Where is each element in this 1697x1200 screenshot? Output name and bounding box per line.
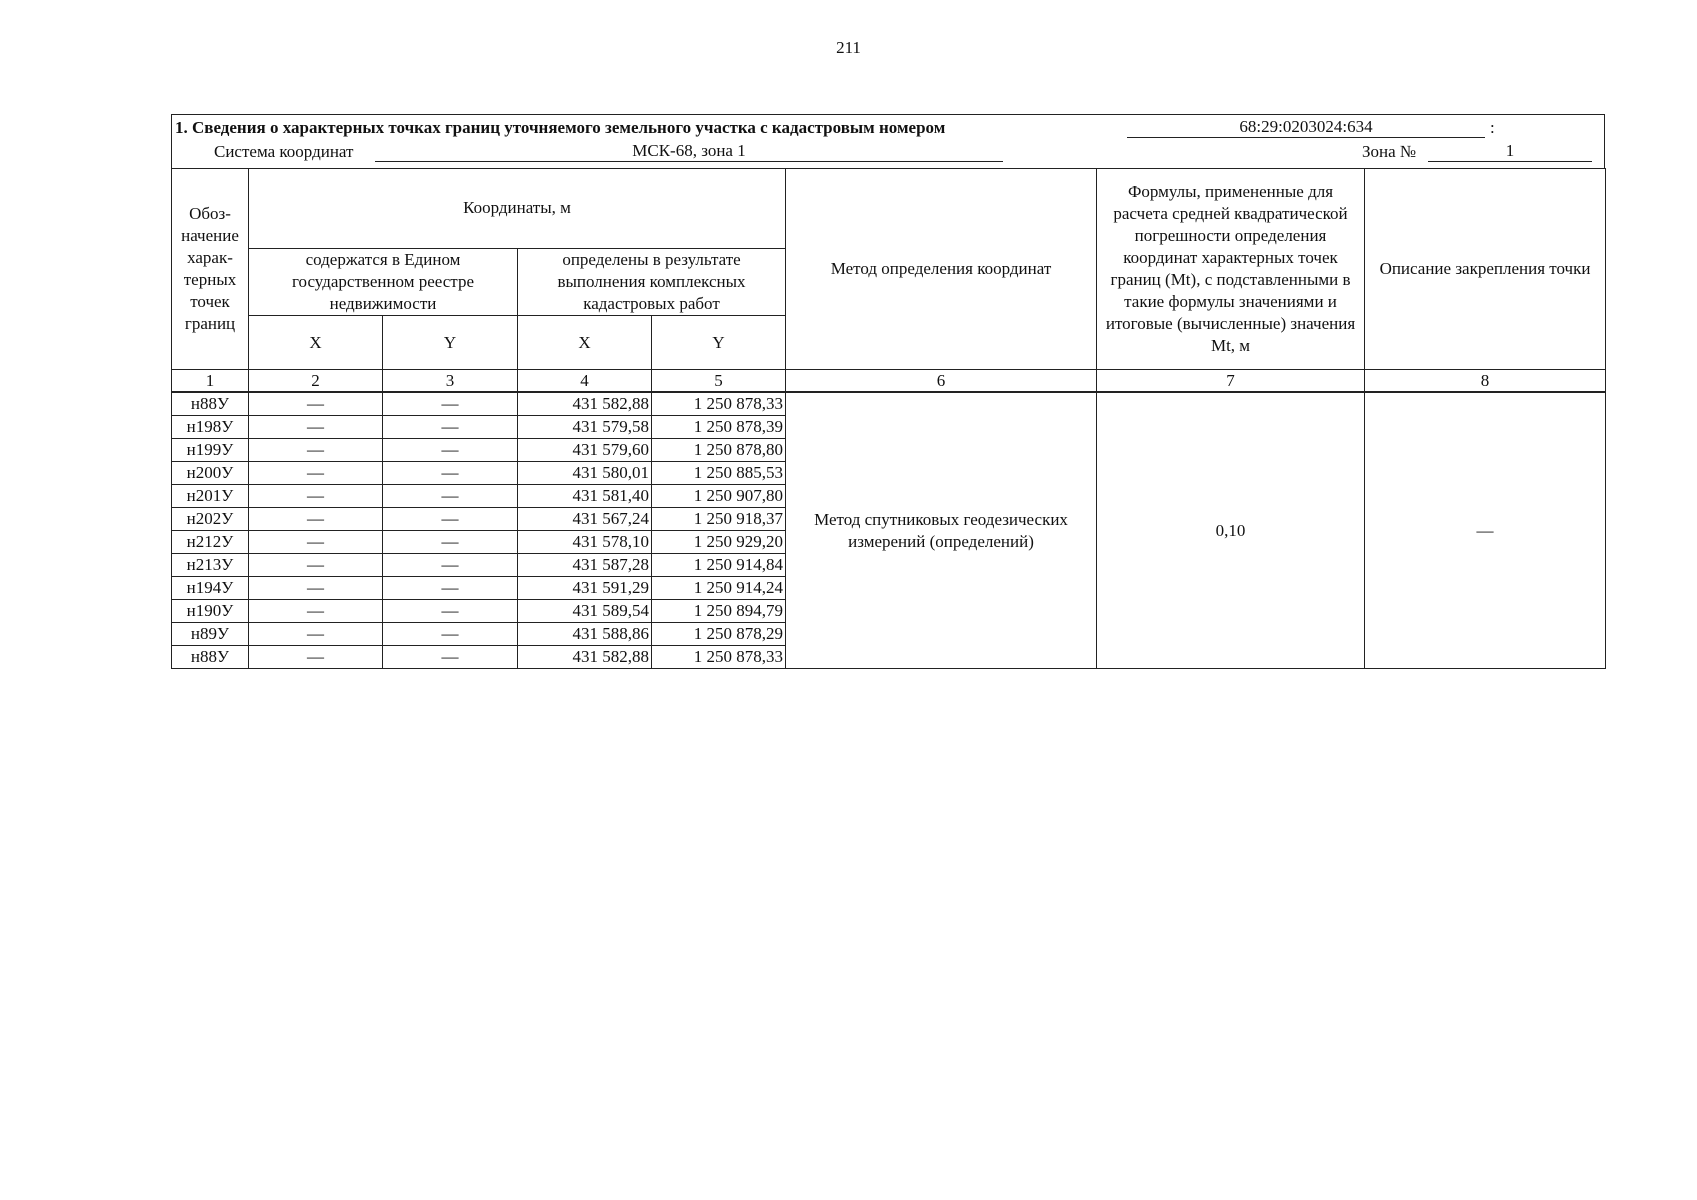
point-designation-cell: н200У <box>172 462 249 485</box>
coord-x-cell: 431 579,60 <box>518 439 652 462</box>
egrn-y-cell: — <box>383 646 518 669</box>
header-method: Метод определения координат <box>786 169 1097 370</box>
point-designation-cell: н202У <box>172 508 249 531</box>
egrn-x-cell: — <box>249 416 383 439</box>
egrn-x-cell: — <box>249 485 383 508</box>
egrn-y-cell: — <box>383 623 518 646</box>
header-x-determined: X <box>518 316 652 370</box>
egrn-x-cell: — <box>249 531 383 554</box>
coord-system-value: МСК-68, зона 1 <box>375 141 1003 162</box>
column-number-7: 7 <box>1097 370 1365 393</box>
method-cell: Метод спутниковых геодезических измерений (определений) <box>786 392 1097 669</box>
section-header <box>171 114 1605 168</box>
egrn-x-cell: — <box>249 623 383 646</box>
coord-y-cell: 1 250 878,33 <box>652 646 786 669</box>
cadastral-number: 68:29:0203024:634 <box>1127 117 1485 138</box>
coord-y-cell: 1 250 878,80 <box>652 439 786 462</box>
egrn-y-cell: — <box>383 554 518 577</box>
header-formulas: Формулы, примененные для расчета средней квадратической погрешности определения координат характерных точек границ (Mt), с подставленными в такие формулы значениями и итоговые (вычисленные) значения Mt, м <box>1097 169 1365 370</box>
coord-y-cell: 1 250 929,20 <box>652 531 786 554</box>
zone-value: 1 <box>1428 141 1592 162</box>
column-number-1: 1 <box>172 370 249 393</box>
egrn-y-cell: — <box>383 392 518 416</box>
egrn-x-cell: — <box>249 646 383 669</box>
egrn-x-cell: — <box>249 439 383 462</box>
header-y-egrn: Y <box>383 316 518 370</box>
egrn-y-cell: — <box>383 462 518 485</box>
coord-y-cell: 1 250 878,39 <box>652 416 786 439</box>
coord-x-cell: 431 580,01 <box>518 462 652 485</box>
coord-x-cell: 431 578,10 <box>518 531 652 554</box>
egrn-x-cell: — <box>249 577 383 600</box>
coord-y-cell: 1 250 885,53 <box>652 462 786 485</box>
table-row <box>172 392 1606 416</box>
coord-y-cell: 1 250 907,80 <box>652 485 786 508</box>
egrn-x-cell: — <box>249 462 383 485</box>
egrn-x-cell: — <box>249 554 383 577</box>
header-y-determined: Y <box>652 316 786 370</box>
coord-x-cell: 431 579,58 <box>518 416 652 439</box>
column-number-4: 4 <box>518 370 652 393</box>
point-designation-cell: н213У <box>172 554 249 577</box>
column-numbers-row <box>172 370 1606 393</box>
cadastral-colon: : <box>1490 118 1495 137</box>
coord-y-cell: 1 250 918,37 <box>652 508 786 531</box>
coord-x-cell: 431 589,54 <box>518 600 652 623</box>
point-designation-cell: н194У <box>172 577 249 600</box>
cadastral-sheet <box>171 114 1605 669</box>
header-fixing: Описание закрепления точки <box>1365 169 1606 370</box>
egrn-y-cell: — <box>383 531 518 554</box>
coord-y-cell: 1 250 878,29 <box>652 623 786 646</box>
section-title: 1. Сведения о характерных точках границ уточняемого земельного участка с кадастровым номером <box>175 118 946 137</box>
column-number-3: 3 <box>383 370 518 393</box>
column-number-5: 5 <box>652 370 786 393</box>
coord-y-cell: 1 250 878,33 <box>652 392 786 416</box>
coord-x-cell: 431 588,86 <box>518 623 652 646</box>
coord-x-cell: 431 567,24 <box>518 508 652 531</box>
header-coordinates: Координаты, м <box>249 169 786 249</box>
point-designation-cell: н212У <box>172 531 249 554</box>
egrn-y-cell: — <box>383 600 518 623</box>
points-table <box>171 168 1606 669</box>
coord-x-cell: 431 591,29 <box>518 577 652 600</box>
point-designation-cell: н190У <box>172 600 249 623</box>
coord-y-cell: 1 250 894,79 <box>652 600 786 623</box>
egrn-y-cell: — <box>383 508 518 531</box>
coord-x-cell: 431 582,88 <box>518 646 652 669</box>
egrn-x-cell: — <box>249 392 383 416</box>
coord-y-cell: 1 250 914,24 <box>652 577 786 600</box>
point-designation-cell: н199У <box>172 439 249 462</box>
egrn-x-cell: — <box>249 600 383 623</box>
column-number-8: 8 <box>1365 370 1606 393</box>
header-x-egrn: X <box>249 316 383 370</box>
point-designation-cell: н198У <box>172 416 249 439</box>
egrn-y-cell: — <box>383 485 518 508</box>
column-number-2: 2 <box>249 370 383 393</box>
coord-x-cell: 431 581,40 <box>518 485 652 508</box>
coord-y-cell: 1 250 914,84 <box>652 554 786 577</box>
egrn-x-cell: — <box>249 508 383 531</box>
mt-value-cell: 0,10 <box>1097 392 1365 669</box>
header-egrn: содержатся в Едином государственном реестре недвижимости <box>249 248 518 316</box>
point-designation-cell: н201У <box>172 485 249 508</box>
coord-x-cell: 431 587,28 <box>518 554 652 577</box>
header-determined: определены в результате выполнения комплексных кадастровых работ <box>518 248 786 316</box>
egrn-y-cell: — <box>383 439 518 462</box>
egrn-y-cell: — <box>383 577 518 600</box>
point-designation-cell: н88У <box>172 646 249 669</box>
egrn-y-cell: — <box>383 416 518 439</box>
page-number: 211 <box>836 38 861 57</box>
fixing-cell: — <box>1365 392 1606 669</box>
point-designation-cell: н89У <box>172 623 249 646</box>
coord-system-label: Система координат <box>214 142 354 161</box>
coord-x-cell: 431 582,88 <box>518 392 652 416</box>
column-number-6: 6 <box>786 370 1097 393</box>
header-point-designation: Обоз-начение харак-терных точек границ <box>172 169 249 370</box>
zone-label: Зона № <box>1362 142 1417 161</box>
point-designation-cell: н88У <box>172 392 249 416</box>
